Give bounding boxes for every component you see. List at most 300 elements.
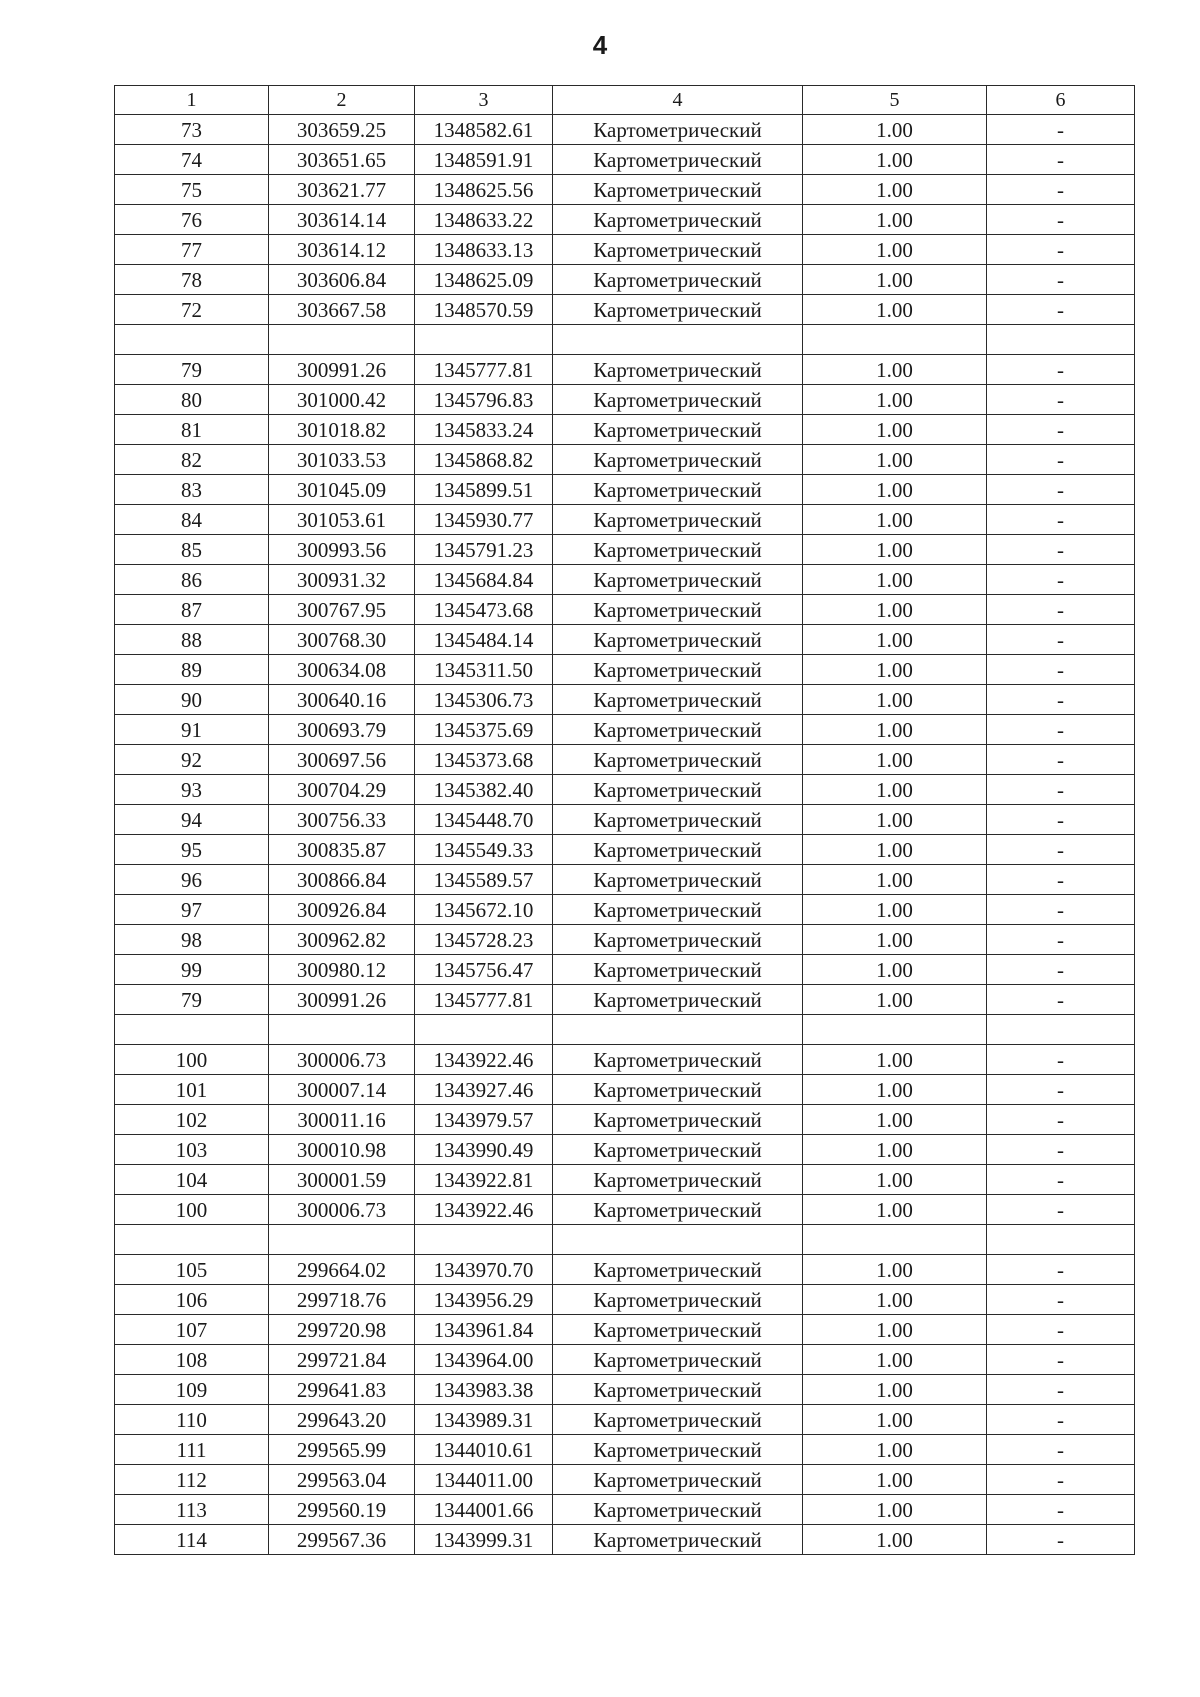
- point-number-cell: 96: [115, 865, 269, 895]
- table-row: [115, 1195, 1135, 1225]
- method-cell: Картометрический: [553, 955, 803, 985]
- accuracy-cell: 1.00: [803, 1315, 987, 1345]
- x-coordinate-cell: 300980.12: [269, 955, 415, 985]
- accuracy-cell: 1.00: [803, 1525, 987, 1555]
- method-cell: Картометрический: [553, 685, 803, 715]
- table-row: [115, 205, 1135, 235]
- table-row: [115, 1525, 1135, 1555]
- table-row: [115, 505, 1135, 535]
- x-coordinate-cell: 299567.36: [269, 1525, 415, 1555]
- description-cell: -: [987, 175, 1135, 205]
- accuracy-cell: [803, 325, 987, 355]
- y-coordinate-cell: 1345930.77: [415, 505, 553, 535]
- accuracy-cell: 1.00: [803, 895, 987, 925]
- table-row: [115, 1075, 1135, 1105]
- y-coordinate-cell: 1343927.46: [415, 1075, 553, 1105]
- y-coordinate-cell: [415, 1015, 553, 1045]
- point-number-cell: 103: [115, 1135, 269, 1165]
- description-cell: -: [987, 805, 1135, 835]
- x-coordinate-cell: [269, 1015, 415, 1045]
- x-coordinate-cell: 303667.58: [269, 295, 415, 325]
- accuracy-cell: 1.00: [803, 1195, 987, 1225]
- y-coordinate-cell: 1345833.24: [415, 415, 553, 445]
- method-cell: Картометрический: [553, 775, 803, 805]
- table-row: [115, 445, 1135, 475]
- point-number-cell: 101: [115, 1075, 269, 1105]
- description-cell: -: [987, 1105, 1135, 1135]
- description-cell: -: [987, 985, 1135, 1015]
- table-row: [115, 145, 1135, 175]
- table-row: [115, 895, 1135, 925]
- description-cell: -: [987, 715, 1135, 745]
- y-coordinate-cell: 1348570.59: [415, 295, 553, 325]
- description-cell: -: [987, 265, 1135, 295]
- point-number-cell: 80: [115, 385, 269, 415]
- y-coordinate-cell: 1343922.46: [415, 1045, 553, 1075]
- point-number-cell: 75: [115, 175, 269, 205]
- x-coordinate-cell: 300962.82: [269, 925, 415, 955]
- x-coordinate-cell: 300866.84: [269, 865, 415, 895]
- y-coordinate-cell: 1343922.46: [415, 1195, 553, 1225]
- method-cell: Картометрический: [553, 895, 803, 925]
- accuracy-cell: 1.00: [803, 235, 987, 265]
- table-row: [115, 835, 1135, 865]
- point-number-cell: 85: [115, 535, 269, 565]
- description-cell: -: [987, 1525, 1135, 1555]
- table-row: [115, 865, 1135, 895]
- accuracy-cell: 1.00: [803, 1045, 987, 1075]
- y-coordinate-cell: 1345868.82: [415, 445, 553, 475]
- method-cell: Картометрический: [553, 1135, 803, 1165]
- accuracy-cell: 1.00: [803, 415, 987, 445]
- accuracy-cell: 1.00: [803, 955, 987, 985]
- separator-row: [115, 1015, 1135, 1045]
- accuracy-cell: 1.00: [803, 1105, 987, 1135]
- x-coordinate-cell: 300634.08: [269, 655, 415, 685]
- description-cell: -: [987, 925, 1135, 955]
- x-coordinate-cell: 303621.77: [269, 175, 415, 205]
- method-cell: Картометрический: [553, 355, 803, 385]
- x-coordinate-cell: 299641.83: [269, 1375, 415, 1405]
- description-cell: -: [987, 1075, 1135, 1105]
- x-coordinate-cell: 300767.95: [269, 595, 415, 625]
- y-coordinate-cell: 1343979.57: [415, 1105, 553, 1135]
- method-cell: Картометрический: [553, 505, 803, 535]
- y-coordinate-cell: 1345382.40: [415, 775, 553, 805]
- description-cell: -: [987, 565, 1135, 595]
- description-cell: -: [987, 685, 1135, 715]
- x-coordinate-cell: 303659.25: [269, 115, 415, 145]
- y-coordinate-cell: 1344011.00: [415, 1465, 553, 1495]
- y-coordinate-cell: 1345791.23: [415, 535, 553, 565]
- description-cell: -: [987, 895, 1135, 925]
- column-header: 3: [415, 86, 553, 115]
- table-row: [115, 1255, 1135, 1285]
- table-row: [115, 1165, 1135, 1195]
- accuracy-cell: 1.00: [803, 475, 987, 505]
- x-coordinate-cell: 303606.84: [269, 265, 415, 295]
- y-coordinate-cell: 1345756.47: [415, 955, 553, 985]
- method-cell: Картометрический: [553, 385, 803, 415]
- accuracy-cell: 1.00: [803, 775, 987, 805]
- y-coordinate-cell: [415, 1225, 553, 1255]
- point-number-cell: 90: [115, 685, 269, 715]
- y-coordinate-cell: 1345899.51: [415, 475, 553, 505]
- table-row: [115, 925, 1135, 955]
- y-coordinate-cell: 1345373.68: [415, 745, 553, 775]
- point-number-cell: 102: [115, 1105, 269, 1135]
- y-coordinate-cell: [415, 325, 553, 355]
- point-number-cell: 79: [115, 355, 269, 385]
- point-number-cell: 74: [115, 145, 269, 175]
- accuracy-cell: 1.00: [803, 1375, 987, 1405]
- point-number-cell: 111: [115, 1435, 269, 1465]
- column-header: 5: [803, 86, 987, 115]
- point-number-cell: 91: [115, 715, 269, 745]
- method-cell: Картометрический: [553, 805, 803, 835]
- table-row: [115, 1345, 1135, 1375]
- method-cell: Картометрический: [553, 205, 803, 235]
- accuracy-cell: 1.00: [803, 355, 987, 385]
- method-cell: Картометрический: [553, 865, 803, 895]
- point-number-cell: 98: [115, 925, 269, 955]
- table-row: [115, 715, 1135, 745]
- description-cell: -: [987, 1255, 1135, 1285]
- accuracy-cell: 1.00: [803, 115, 987, 145]
- accuracy-cell: 1.00: [803, 595, 987, 625]
- table-row: [115, 655, 1135, 685]
- point-number-cell: 112: [115, 1465, 269, 1495]
- description-cell: -: [987, 1045, 1135, 1075]
- method-cell: Картометрический: [553, 1315, 803, 1345]
- description-cell: -: [987, 1315, 1135, 1345]
- x-coordinate-cell: 300006.73: [269, 1045, 415, 1075]
- description-cell: -: [987, 115, 1135, 145]
- table-row: [115, 295, 1135, 325]
- table-row: [115, 1135, 1135, 1165]
- description-cell: -: [987, 535, 1135, 565]
- point-number-cell: 77: [115, 235, 269, 265]
- point-number-cell: 79: [115, 985, 269, 1015]
- accuracy-cell: 1.00: [803, 445, 987, 475]
- description-cell: -: [987, 1345, 1135, 1375]
- method-cell: Картометрический: [553, 1435, 803, 1465]
- table-header-row: [115, 86, 1135, 115]
- description-cell: [987, 1225, 1135, 1255]
- point-number-cell: [115, 1225, 269, 1255]
- x-coordinate-cell: 300697.56: [269, 745, 415, 775]
- table-row: [115, 565, 1135, 595]
- description-cell: -: [987, 385, 1135, 415]
- y-coordinate-cell: 1343999.31: [415, 1525, 553, 1555]
- method-cell: Картометрический: [553, 175, 803, 205]
- point-number-cell: 76: [115, 205, 269, 235]
- point-number-cell: 72: [115, 295, 269, 325]
- point-number-cell: 97: [115, 895, 269, 925]
- x-coordinate-cell: 300010.98: [269, 1135, 415, 1165]
- accuracy-cell: 1.00: [803, 505, 987, 535]
- method-cell: Картометрический: [553, 1045, 803, 1075]
- x-coordinate-cell: 300011.16: [269, 1105, 415, 1135]
- table-row: [115, 265, 1135, 295]
- point-number-cell: [115, 1015, 269, 1045]
- accuracy-cell: 1.00: [803, 805, 987, 835]
- y-coordinate-cell: 1345375.69: [415, 715, 553, 745]
- description-cell: -: [987, 1135, 1135, 1165]
- description-cell: -: [987, 1285, 1135, 1315]
- point-number-cell: 108: [115, 1345, 269, 1375]
- table-row: [115, 535, 1135, 565]
- point-number-cell: 100: [115, 1045, 269, 1075]
- method-cell: Картометрический: [553, 625, 803, 655]
- table-row: [115, 1405, 1135, 1435]
- accuracy-cell: 1.00: [803, 1465, 987, 1495]
- method-cell: Картометрический: [553, 1345, 803, 1375]
- point-number-cell: 88: [115, 625, 269, 655]
- table-row: [115, 115, 1135, 145]
- y-coordinate-cell: 1345311.50: [415, 655, 553, 685]
- y-coordinate-cell: 1343961.84: [415, 1315, 553, 1345]
- description-cell: -: [987, 1495, 1135, 1525]
- description-cell: -: [987, 415, 1135, 445]
- y-coordinate-cell: 1343989.31: [415, 1405, 553, 1435]
- y-coordinate-cell: 1343956.29: [415, 1285, 553, 1315]
- method-cell: Картометрический: [553, 565, 803, 595]
- x-coordinate-cell: 301053.61: [269, 505, 415, 535]
- y-coordinate-cell: 1348591.91: [415, 145, 553, 175]
- page-number: 4: [592, 30, 608, 60]
- method-cell: Картометрический: [553, 1255, 803, 1285]
- point-number-cell: 104: [115, 1165, 269, 1195]
- table-row: [115, 1375, 1135, 1405]
- y-coordinate-cell: 1343922.81: [415, 1165, 553, 1195]
- accuracy-cell: 1.00: [803, 925, 987, 955]
- x-coordinate-cell: 300006.73: [269, 1195, 415, 1225]
- point-number-cell: 89: [115, 655, 269, 685]
- method-cell: Картометрический: [553, 835, 803, 865]
- point-number-cell: 99: [115, 955, 269, 985]
- point-number-cell: 107: [115, 1315, 269, 1345]
- description-cell: [987, 325, 1135, 355]
- x-coordinate-cell: 300931.32: [269, 565, 415, 595]
- accuracy-cell: 1.00: [803, 625, 987, 655]
- point-number-cell: [115, 325, 269, 355]
- accuracy-cell: 1.00: [803, 865, 987, 895]
- x-coordinate-cell: 299565.99: [269, 1435, 415, 1465]
- method-cell: Картометрический: [553, 145, 803, 175]
- method-cell: Картометрический: [553, 715, 803, 745]
- y-coordinate-cell: 1348625.56: [415, 175, 553, 205]
- x-coordinate-cell: 300768.30: [269, 625, 415, 655]
- column-header: 4: [553, 86, 803, 115]
- point-number-cell: 109: [115, 1375, 269, 1405]
- y-coordinate-cell: 1345796.83: [415, 385, 553, 415]
- accuracy-cell: [803, 1225, 987, 1255]
- x-coordinate-cell: 299643.20: [269, 1405, 415, 1435]
- y-coordinate-cell: 1345728.23: [415, 925, 553, 955]
- table-row: [115, 175, 1135, 205]
- point-number-cell: 87: [115, 595, 269, 625]
- description-cell: -: [987, 1375, 1135, 1405]
- x-coordinate-cell: 299560.19: [269, 1495, 415, 1525]
- x-coordinate-cell: [269, 1225, 415, 1255]
- accuracy-cell: 1.00: [803, 1285, 987, 1315]
- description-cell: -: [987, 1435, 1135, 1465]
- y-coordinate-cell: 1345589.57: [415, 865, 553, 895]
- description-cell: -: [987, 1195, 1135, 1225]
- accuracy-cell: 1.00: [803, 1405, 987, 1435]
- x-coordinate-cell: 301000.42: [269, 385, 415, 415]
- method-cell: Картометрический: [553, 655, 803, 685]
- method-cell: Картометрический: [553, 1105, 803, 1135]
- method-cell: Картометрический: [553, 115, 803, 145]
- method-cell: [553, 1225, 803, 1255]
- x-coordinate-cell: 300991.26: [269, 985, 415, 1015]
- description-cell: -: [987, 355, 1135, 385]
- method-cell: [553, 1015, 803, 1045]
- x-coordinate-cell: 303614.14: [269, 205, 415, 235]
- point-number-cell: 106: [115, 1285, 269, 1315]
- method-cell: Картометрический: [553, 1525, 803, 1555]
- y-coordinate-cell: 1344001.66: [415, 1495, 553, 1525]
- accuracy-cell: [803, 1015, 987, 1045]
- accuracy-cell: 1.00: [803, 655, 987, 685]
- accuracy-cell: 1.00: [803, 175, 987, 205]
- y-coordinate-cell: 1345777.81: [415, 355, 553, 385]
- point-number-cell: 110: [115, 1405, 269, 1435]
- x-coordinate-cell: 301018.82: [269, 415, 415, 445]
- y-coordinate-cell: 1343964.00: [415, 1345, 553, 1375]
- accuracy-cell: 1.00: [803, 835, 987, 865]
- table-row: [115, 235, 1135, 265]
- point-number-cell: 105: [115, 1255, 269, 1285]
- point-number-cell: 83: [115, 475, 269, 505]
- x-coordinate-cell: 299664.02: [269, 1255, 415, 1285]
- method-cell: Картометрический: [553, 475, 803, 505]
- accuracy-cell: 1.00: [803, 565, 987, 595]
- y-coordinate-cell: 1343990.49: [415, 1135, 553, 1165]
- y-coordinate-cell: 1345473.68: [415, 595, 553, 625]
- y-coordinate-cell: 1348582.61: [415, 115, 553, 145]
- method-cell: Картометрический: [553, 595, 803, 625]
- table-row: [115, 1285, 1135, 1315]
- table-row: [115, 775, 1135, 805]
- method-cell: Картометрический: [553, 1165, 803, 1195]
- x-coordinate-cell: 300993.56: [269, 535, 415, 565]
- x-coordinate-cell: 301045.09: [269, 475, 415, 505]
- description-cell: -: [987, 1465, 1135, 1495]
- column-header: 2: [269, 86, 415, 115]
- table-row: [115, 1435, 1135, 1465]
- method-cell: Картометрический: [553, 445, 803, 475]
- description-cell: [987, 1015, 1135, 1045]
- table-body: [115, 115, 1135, 1555]
- point-number-cell: 95: [115, 835, 269, 865]
- description-cell: -: [987, 205, 1135, 235]
- description-cell: -: [987, 625, 1135, 655]
- description-cell: -: [987, 835, 1135, 865]
- table-row: [115, 595, 1135, 625]
- method-cell: Картометрический: [553, 535, 803, 565]
- y-coordinate-cell: 1345549.33: [415, 835, 553, 865]
- point-number-cell: 100: [115, 1195, 269, 1225]
- method-cell: Картометрический: [553, 235, 803, 265]
- x-coordinate-cell: 299563.04: [269, 1465, 415, 1495]
- x-coordinate-cell: 300640.16: [269, 685, 415, 715]
- table-row: [115, 1045, 1135, 1075]
- y-coordinate-cell: 1345672.10: [415, 895, 553, 925]
- accuracy-cell: 1.00: [803, 715, 987, 745]
- description-cell: -: [987, 475, 1135, 505]
- y-coordinate-cell: 1344010.61: [415, 1435, 553, 1465]
- y-coordinate-cell: 1348633.13: [415, 235, 553, 265]
- description-cell: -: [987, 865, 1135, 895]
- y-coordinate-cell: 1345684.84: [415, 565, 553, 595]
- x-coordinate-cell: 299718.76: [269, 1285, 415, 1315]
- separator-row: [115, 1225, 1135, 1255]
- accuracy-cell: 1.00: [803, 1165, 987, 1195]
- description-cell: -: [987, 505, 1135, 535]
- x-coordinate-cell: 300001.59: [269, 1165, 415, 1195]
- x-coordinate-cell: 303614.12: [269, 235, 415, 265]
- table-row: [115, 805, 1135, 835]
- y-coordinate-cell: 1348633.22: [415, 205, 553, 235]
- table-row: [115, 1315, 1135, 1345]
- point-number-cell: 78: [115, 265, 269, 295]
- x-coordinate-cell: [269, 325, 415, 355]
- table-row: [115, 955, 1135, 985]
- accuracy-cell: 1.00: [803, 685, 987, 715]
- method-cell: Картометрический: [553, 1465, 803, 1495]
- description-cell: -: [987, 235, 1135, 265]
- x-coordinate-cell: 300693.79: [269, 715, 415, 745]
- point-number-cell: 113: [115, 1495, 269, 1525]
- accuracy-cell: 1.00: [803, 145, 987, 175]
- description-cell: -: [987, 775, 1135, 805]
- method-cell: Картометрический: [553, 1495, 803, 1525]
- point-number-cell: 86: [115, 565, 269, 595]
- accuracy-cell: 1.00: [803, 985, 987, 1015]
- y-coordinate-cell: 1345777.81: [415, 985, 553, 1015]
- x-coordinate-cell: 299721.84: [269, 1345, 415, 1375]
- accuracy-cell: 1.00: [803, 745, 987, 775]
- accuracy-cell: 1.00: [803, 1135, 987, 1165]
- x-coordinate-cell: 301033.53: [269, 445, 415, 475]
- description-cell: -: [987, 145, 1135, 175]
- method-cell: Картометрический: [553, 415, 803, 445]
- method-cell: Картометрический: [553, 1375, 803, 1405]
- x-coordinate-cell: 299720.98: [269, 1315, 415, 1345]
- method-cell: Картометрический: [553, 1075, 803, 1105]
- separator-row: [115, 325, 1135, 355]
- accuracy-cell: 1.00: [803, 205, 987, 235]
- table-row: [115, 355, 1135, 385]
- table-row: [115, 1105, 1135, 1135]
- x-coordinate-cell: 300926.84: [269, 895, 415, 925]
- method-cell: Картометрический: [553, 985, 803, 1015]
- method-cell: Картометрический: [553, 295, 803, 325]
- method-cell: Картометрический: [553, 1195, 803, 1225]
- point-number-cell: 82: [115, 445, 269, 475]
- description-cell: -: [987, 1405, 1135, 1435]
- table-row: [115, 745, 1135, 775]
- y-coordinate-cell: 1348625.09: [415, 265, 553, 295]
- description-cell: -: [987, 295, 1135, 325]
- point-number-cell: 92: [115, 745, 269, 775]
- accuracy-cell: 1.00: [803, 1075, 987, 1105]
- method-cell: [553, 325, 803, 355]
- y-coordinate-cell: 1343970.70: [415, 1255, 553, 1285]
